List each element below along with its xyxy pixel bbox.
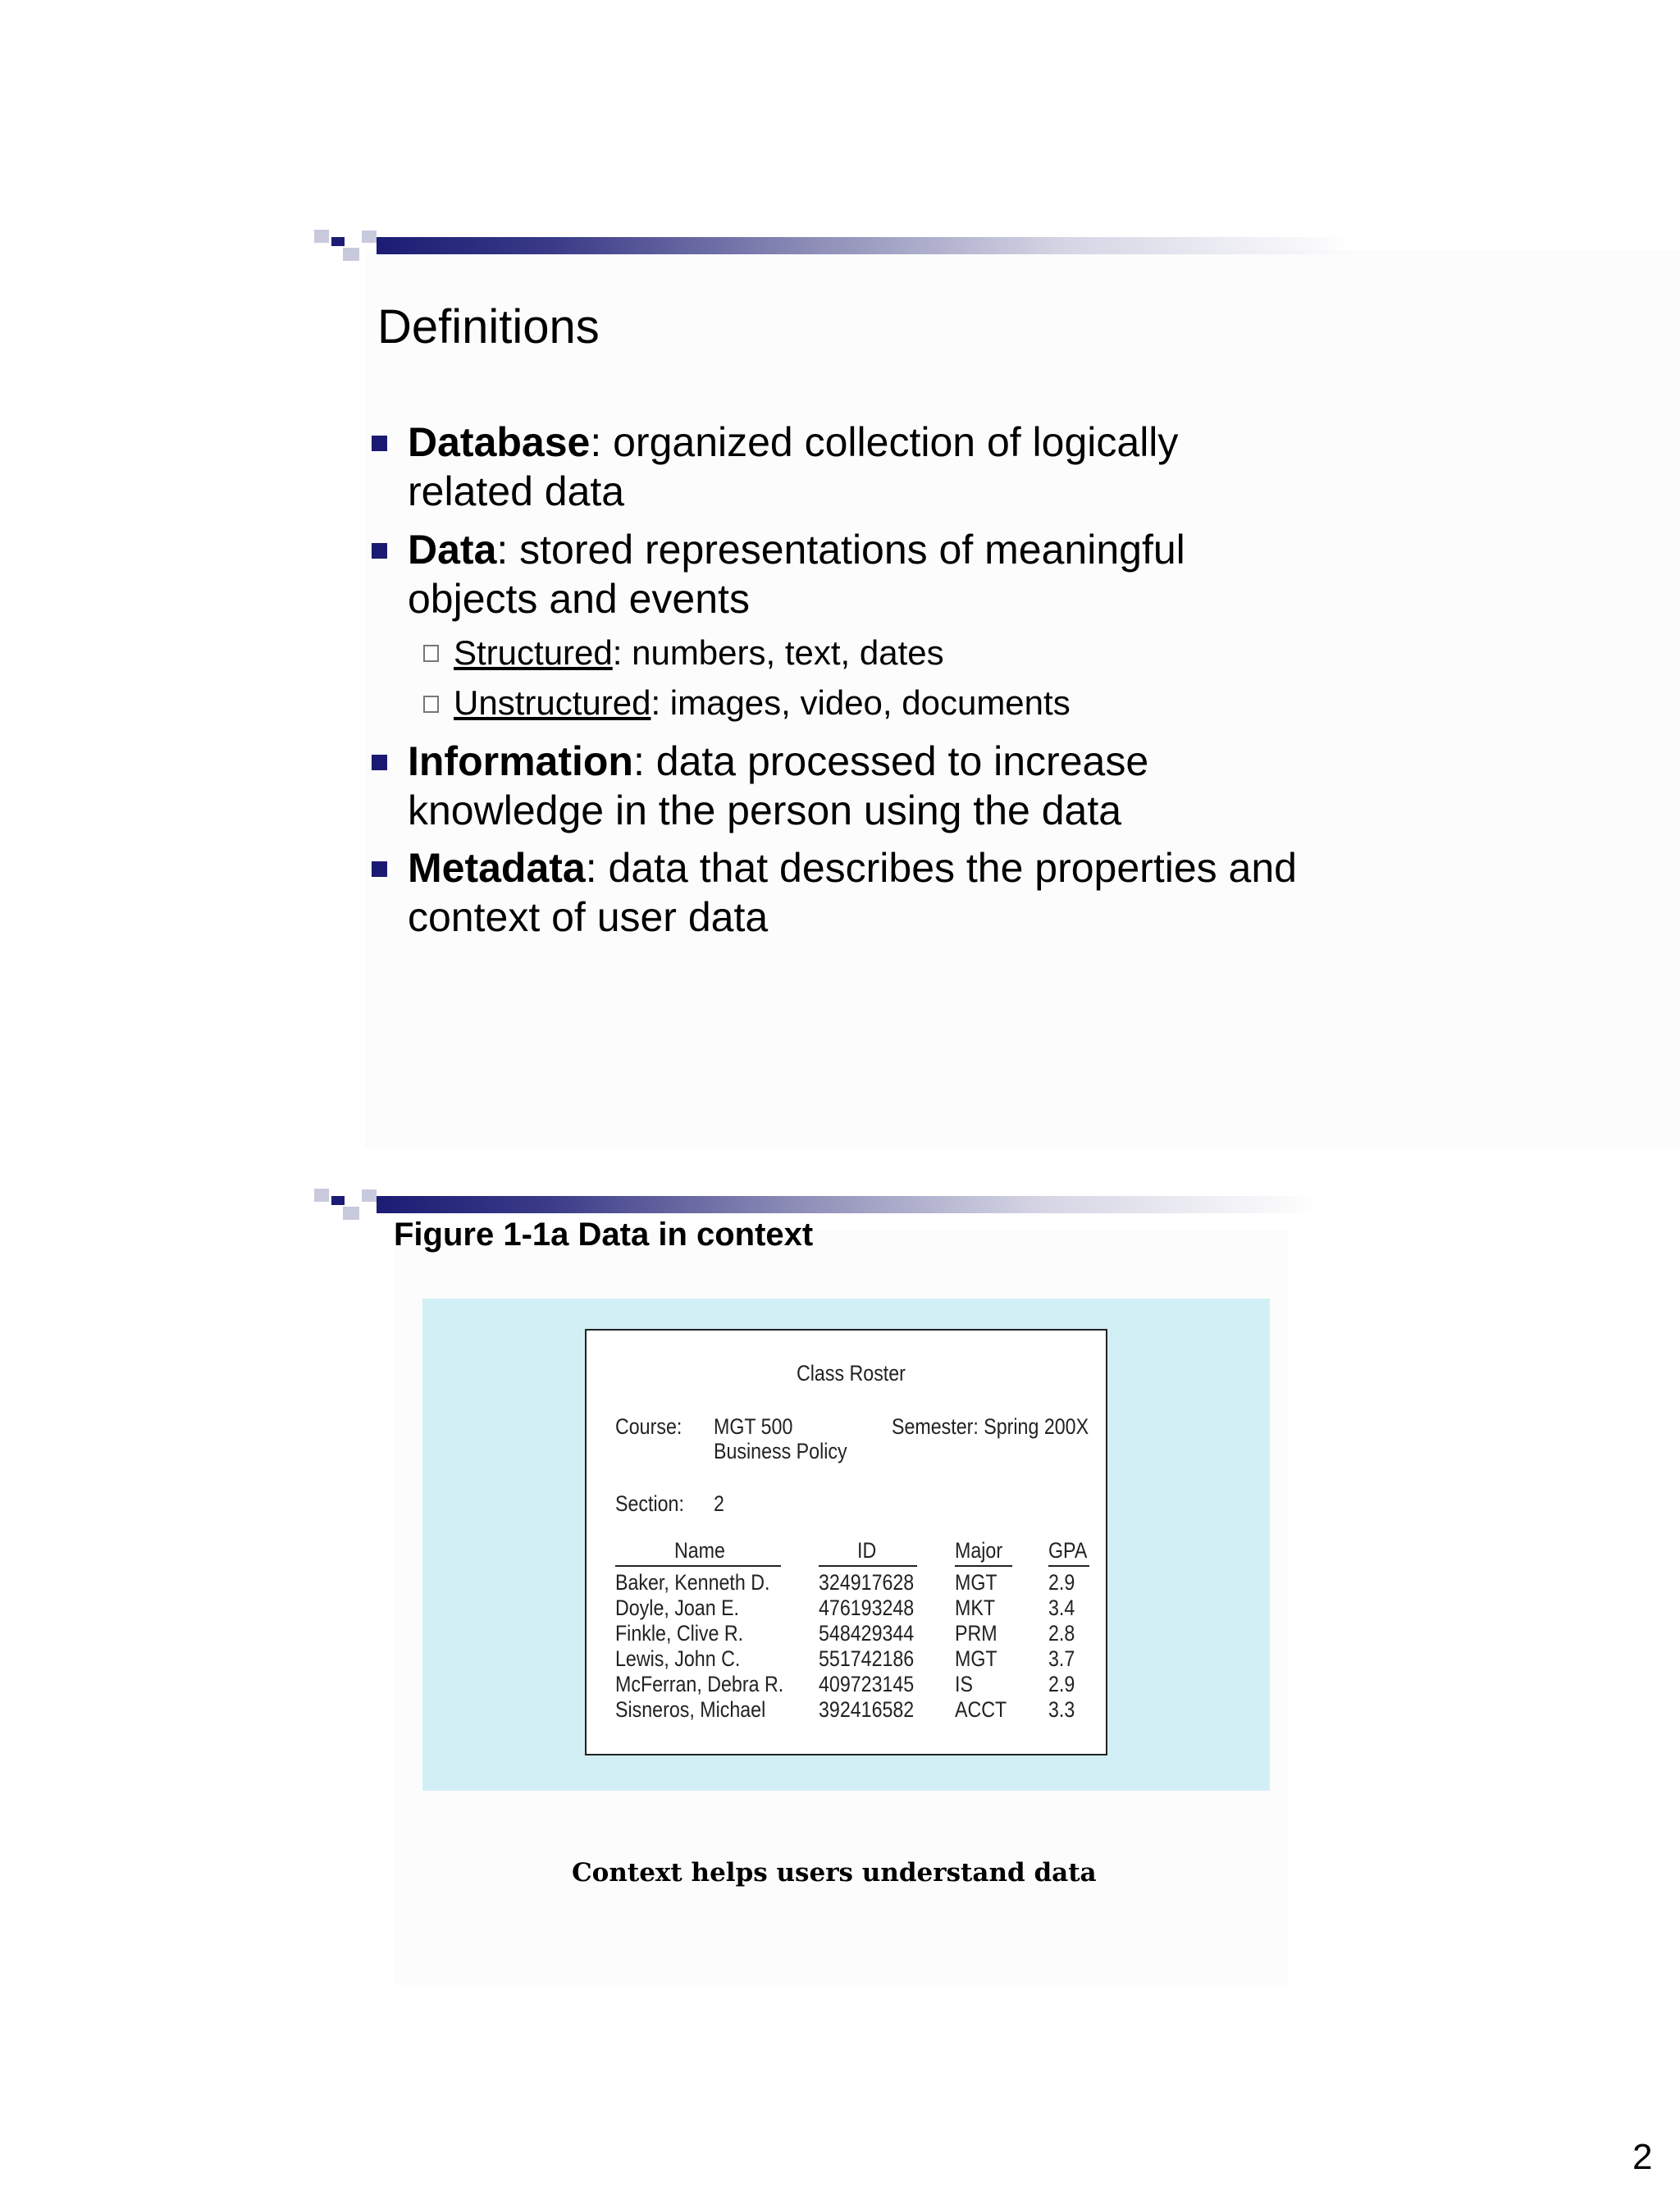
header-square-icon: [314, 1189, 329, 1202]
definition-text: : organized collection of logically: [590, 419, 1179, 465]
term-metadata: Metadata: [408, 845, 586, 891]
definition-text: : images, video, documents: [651, 683, 1071, 722]
term-data: Data: [408, 527, 497, 573]
definition-text: : numbers, text, dates: [612, 633, 944, 672]
bullet-metadata-cont: context of user data: [408, 894, 769, 940]
roster-cell: 409723145: [819, 1672, 915, 1696]
section-label: Section:: [615, 1491, 684, 1516]
roster-cell: Lewis, John C.: [615, 1646, 741, 1671]
semester: Semester: Spring 200X: [892, 1414, 1089, 1439]
hollow-square-icon: [423, 696, 439, 713]
header-square-icon: [314, 230, 329, 243]
class-roster-form: [585, 1329, 1107, 1755]
header-square-icon: [331, 237, 345, 246]
slide-1-header-bar: [377, 237, 1353, 254]
definition-text: : data that describes the properties and: [585, 845, 1297, 891]
figure-title: Figure 1-1a Data in context: [394, 1217, 814, 1253]
roster-cell: 548429344: [819, 1621, 915, 1646]
hollow-square-icon: [423, 645, 439, 662]
roster-cell: 2.9: [1048, 1672, 1075, 1696]
slide-title: Definitions: [377, 300, 600, 354]
slide-2-header-bar: [377, 1196, 1320, 1213]
bullet-data: [408, 525, 1185, 574]
roster-cell: 2.8: [1048, 1621, 1075, 1646]
term-information: Information: [408, 738, 633, 784]
column-header-major: Major: [955, 1538, 1003, 1563]
section-value: 2: [714, 1491, 724, 1516]
page-number: 2: [1632, 2137, 1653, 2177]
course-code: MGT 500: [714, 1414, 793, 1439]
header-underline: [819, 1565, 917, 1567]
roster-cell: 392416582: [819, 1697, 915, 1722]
header-square-icon: [362, 1189, 377, 1202]
bullet-information: [408, 737, 1148, 786]
roster-cell: Finkle, Clive R.: [615, 1621, 744, 1646]
course-label: Course:: [615, 1414, 682, 1439]
header-underline: [1048, 1565, 1089, 1567]
column-header-gpa: GPA: [1048, 1538, 1088, 1563]
column-header-id: ID: [857, 1538, 877, 1563]
roster-cell: 3.4: [1048, 1596, 1075, 1620]
roster-cell: 2.9: [1048, 1570, 1075, 1595]
roster-cell: Doyle, Joan E.: [615, 1596, 740, 1620]
header-square-icon: [343, 248, 359, 261]
roster-cell: 476193248: [819, 1596, 915, 1620]
roster-cell: Sisneros, Michael: [615, 1697, 766, 1722]
column-header-name: Name: [674, 1538, 725, 1563]
term-structured: Structured: [454, 633, 613, 672]
roster-cell: PRM: [955, 1621, 998, 1646]
definition-text: : stored representations of meaningful: [496, 527, 1185, 573]
roster-cell: ACCT: [955, 1697, 1007, 1722]
course-name: Business Policy: [714, 1439, 847, 1463]
roster-cell: MGT: [955, 1570, 998, 1595]
bullet-database: [408, 418, 1178, 467]
header-underline: [615, 1565, 781, 1567]
bullet-data-cont: objects and events: [408, 576, 750, 622]
roster-heading: Class Roster: [797, 1361, 906, 1386]
roster-cell: 324917628: [819, 1570, 915, 1595]
term-database: Database: [408, 419, 591, 465]
term-unstructured: Unstructured: [454, 683, 651, 722]
header-underline: [955, 1565, 1012, 1567]
roster-cell: McFerran, Debra R.: [615, 1672, 784, 1696]
figure-caption: Context helps users understand data: [572, 1858, 1097, 1888]
roster-cell: IS: [955, 1672, 973, 1696]
header-square-icon: [343, 1207, 359, 1220]
bullet-metadata: [408, 843, 1297, 892]
bullet-icon: [372, 543, 387, 559]
roster-cell: MKT: [955, 1596, 996, 1620]
header-square-icon: [331, 1196, 345, 1205]
bullet-icon: [372, 861, 387, 877]
sub-bullet-structured: [454, 632, 944, 673]
bullet-database-cont: related data: [408, 468, 625, 514]
roster-cell: MGT: [955, 1646, 998, 1671]
roster-cell: 3.7: [1048, 1646, 1075, 1671]
roster-cell: 551742186: [819, 1646, 915, 1671]
bullet-information-cont: knowledge in the person using the data: [408, 788, 1122, 833]
sub-bullet-unstructured: [454, 682, 1071, 724]
roster-cell: Baker, Kenneth D.: [615, 1570, 770, 1595]
roster-cell: 3.3: [1048, 1697, 1075, 1722]
bullet-icon: [372, 436, 387, 451]
bullet-icon: [372, 755, 387, 770]
header-square-icon: [362, 231, 377, 243]
definition-text: : data processed to increase: [632, 738, 1149, 784]
